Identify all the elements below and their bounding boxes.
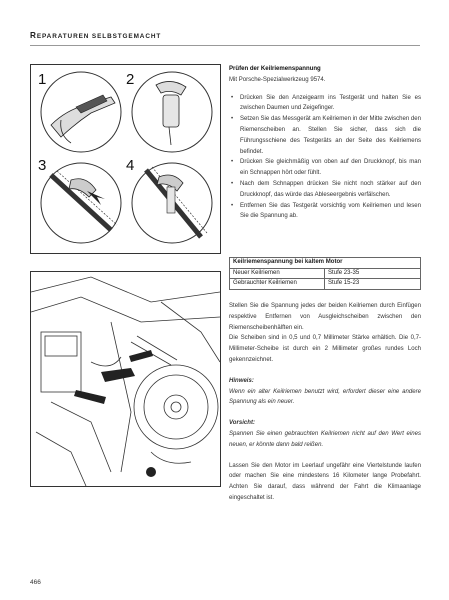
- step-item: • Drücken Sie gleichmäßig von oben auf den Druckknopf, bis man ein Schnappen hört oder fühlt.: [229, 157, 421, 179]
- panel-label-2: 2: [126, 71, 135, 88]
- step-item: • Setzen Sie das Messgerät am Keilriemen in der Mitte zwischen den Riemenscheiben an. Stellen Sie sicher, dass sich die Führungsschiene des Testgeräts an der Seite des Keilriemens befindet.: [229, 114, 421, 157]
- belt-tension-steps-illustration: [30, 64, 221, 254]
- hint-title: Hinweis:: [229, 377, 254, 384]
- caution-text: Spannen Sie einen gebrauchten Keilriemen nicht auf den Wert eines neuen, er könnte dann bald reißen.: [229, 430, 421, 448]
- body-paragraph: Stellen Sie die Spannung jedes der beiden Keilriemen durch Einfügen respektive Entfernen von Ausgleichscheiben zwischen den Riemenscheibenhälften ein.: [229, 303, 421, 331]
- page-number: 466: [30, 579, 41, 586]
- step-item: • Entfernen Sie das Testgerät vorsichtig vom Keilriemen und lesen Sie die Spannung ab.: [229, 201, 421, 223]
- belt-tension-table: [229, 257, 421, 290]
- header-rule: [30, 45, 420, 46]
- engine-belt-illustration: [30, 271, 221, 487]
- section-subtitle: Mit Porsche-Spezialwerkzeug 9574.: [229, 76, 326, 83]
- panel-label-3: 3: [38, 157, 47, 174]
- step-item: • Nach dem Schnappen drücken Sie nicht noch stärker auf den Druckknopf, das würde das Ableseergebnis verfälschen.: [229, 179, 421, 201]
- table-header: Keilriemenspannung bei kaltem Motor: [230, 258, 421, 269]
- step-item: • Drücken Sie den Anzeigearm ins Testgerät und halten Sie es zwischen Daumen und Zeigefinger.: [229, 93, 421, 115]
- body-column: [229, 301, 421, 504]
- body-paragraph: Die Scheiben sind in 0,5 und 0,7 Millimeter Stärke erhältich. Die 0,7-Millimeter-Scheibe ist durch ein 2 Millimeter großes rundes Loch gekennzeichnet.: [229, 335, 421, 363]
- section-title: Prüfen der Keilriemenspannung: [229, 66, 321, 72]
- caution-title: Vorsicht:: [229, 420, 255, 427]
- hint-text: Wenn ein alter Keilriemen benutzt wird, erfordert dieser eine andere Spannung als ein neuer.: [229, 388, 421, 406]
- running-header: REPARATUREN SELBSTGEMACHT: [30, 31, 162, 40]
- table-cell-value: Stufe 15-23: [325, 279, 421, 290]
- body-paragraph: Lassen Sie den Motor im Leerlauf ungefähr eine Viertelstunde laufen oder machen Sie eine mindestens 16 Kilometer lange Probefahrt. Achten Sie darauf, dass während der Fahrt die Klimaanlage eingeschaltet ist.: [229, 462, 421, 501]
- step-list: [229, 93, 421, 223]
- panel-label-4: 4: [126, 157, 135, 174]
- table-row: [230, 268, 421, 279]
- panel-label-1: 1: [38, 71, 47, 88]
- table-cell-value: Stufe 23-35: [325, 268, 421, 279]
- table-cell-label: Neuer Keilriemen: [230, 268, 325, 279]
- table-row: [230, 279, 421, 290]
- section-column: [229, 64, 421, 222]
- table-cell-label: Gebrauchter Keilriemen: [230, 279, 325, 290]
